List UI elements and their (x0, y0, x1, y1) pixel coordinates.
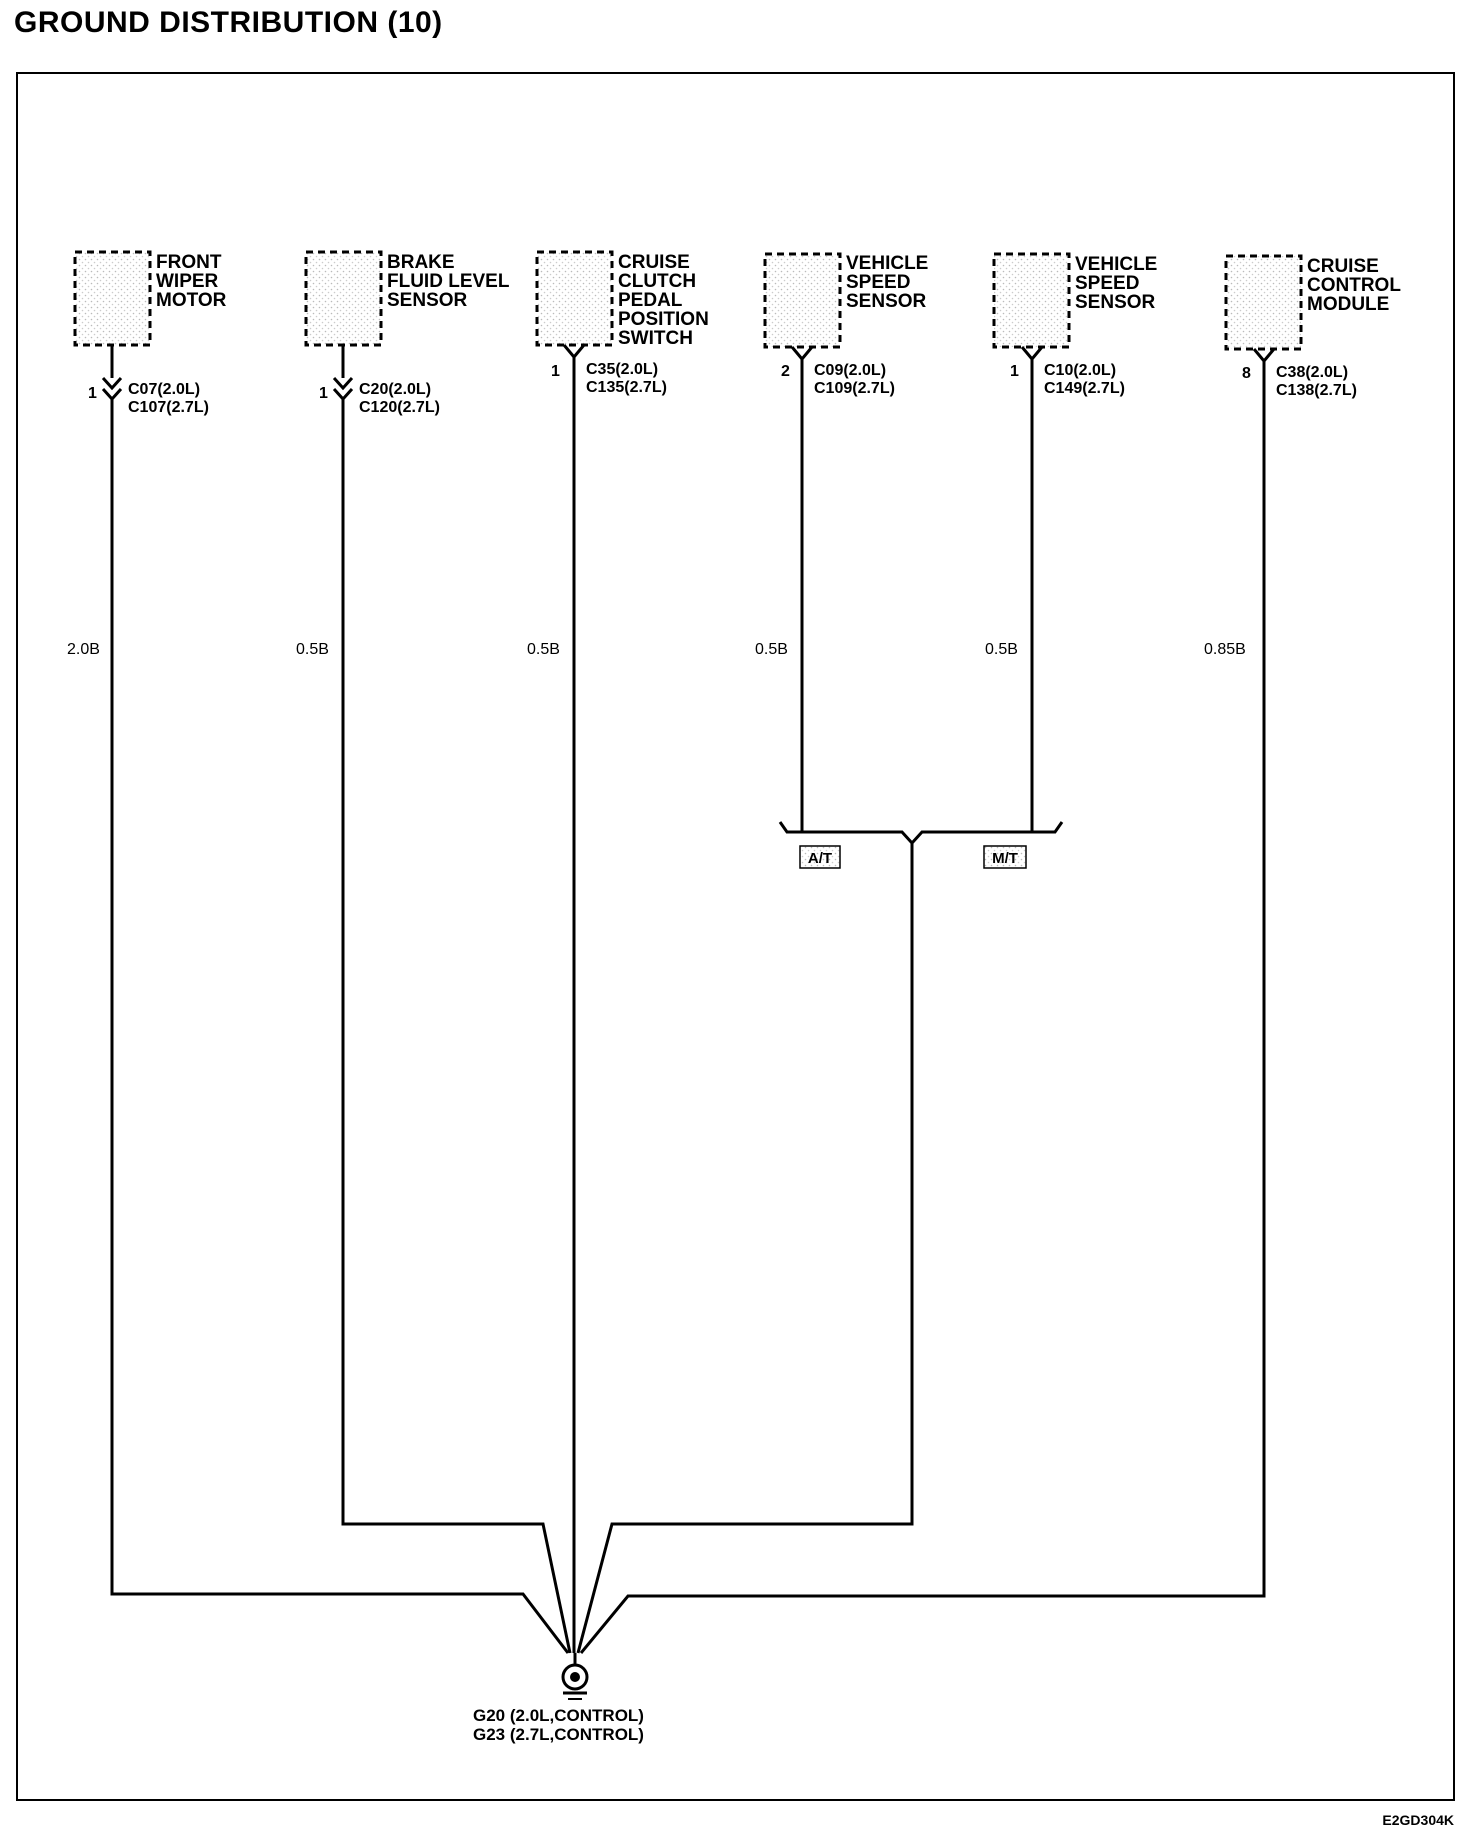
connector-label-brake-fluid-level-sensor: C20(2.0L) C120(2.7L) (359, 381, 440, 416)
pin-label-cruise-control-module: 8 (1242, 365, 1251, 382)
connector-label-cruise-clutch-pedal-position-switch: C35(2.0L) C135(2.7L) (586, 361, 667, 396)
component-label-front-wiper-motor: FRONT WIPER MOTOR (156, 252, 227, 311)
wire-label-vehicle-speed-sensor-mt: 0.5B (985, 641, 1018, 658)
connector-symbol-vehicle-speed-sensor-at (792, 347, 812, 359)
component-label-cruise-clutch-pedal-position-switch: CRUISE CLUTCH PEDAL POSITION SWITCH (618, 252, 709, 349)
wire-cruise-control-module (581, 361, 1264, 1653)
connector-label-front-wiper-motor: C07(2.0L) C107(2.7L) (128, 381, 209, 416)
component-box-front-wiper-motor (75, 252, 150, 345)
connector-symbol-vehicle-speed-sensor-mt (1022, 347, 1042, 359)
component-label-cruise-control-module: CRUISE CONTROL MODULE (1307, 256, 1401, 315)
pin-label-cruise-clutch-pedal-position-switch: 1 (551, 363, 560, 380)
component-label-vehicle-speed-sensor-at: VEHICLE SPEED SENSOR (846, 253, 929, 312)
wire-brake-fluid-level-sensor (343, 399, 570, 1653)
ground-label: G20 (2.0L,CONTROL) G23 (2.7L,CONTROL) (473, 1706, 644, 1744)
option-tag-at (800, 846, 840, 868)
component-label-vehicle-speed-sensor-mt: VEHICLE SPEED SENSOR (1075, 254, 1158, 313)
wire-option-common (578, 843, 912, 1653)
pin-label-vehicle-speed-sensor-mt: 1 (1010, 363, 1019, 380)
pin-label-front-wiper-motor: 1 (88, 385, 97, 402)
wire-label-cruise-clutch-pedal-position-switch: 0.5B (527, 641, 560, 658)
component-box-brake-fluid-level-sensor (306, 252, 381, 345)
svg-text:M/T: M/T (992, 850, 1018, 867)
pin-label-brake-fluid-level-sensor: 1 (319, 385, 328, 402)
component-box-cruise-clutch-pedal-position-switch (537, 252, 612, 345)
option-tag-mt (984, 846, 1026, 868)
wire-label-vehicle-speed-sensor-at: 0.5B (755, 641, 788, 658)
ground-icon (563, 1653, 587, 1699)
wire-front-wiper-motor (112, 399, 568, 1653)
connector-symbol-cruise-clutch-pedal-position-switch (564, 345, 584, 357)
pin-label-vehicle-speed-sensor-at: 2 (781, 363, 790, 380)
connector-label-vehicle-speed-sensor-at: C09(2.0L) C109(2.7L) (814, 362, 895, 397)
page-title: GROUND DISTRIBUTION (10) (14, 6, 443, 39)
document-code: E2GD304K (1382, 1812, 1454, 1828)
component-box-vehicle-speed-sensor-mt (994, 254, 1069, 347)
svg-text:A/T: A/T (807, 850, 833, 867)
component-box-cruise-control-module (1226, 256, 1301, 349)
connector-label-cruise-control-module: C38(2.0L) C138(2.7L) (1276, 364, 1357, 399)
connector-label-vehicle-speed-sensor-mt: C10(2.0L) C149(2.7L) (1044, 362, 1125, 397)
connector-symbol-front-wiper-motor (103, 345, 121, 399)
wire-option-splice (780, 822, 1062, 843)
component-box-vehicle-speed-sensor-at (765, 254, 840, 347)
wire-label-brake-fluid-level-sensor: 0.5B (296, 641, 329, 658)
wire-label-front-wiper-motor: 2.0B (67, 641, 100, 658)
wire-label-cruise-control-module: 0.85B (1204, 641, 1246, 658)
component-label-brake-fluid-level-sensor: BRAKE FLUID LEVEL SENSOR (387, 252, 510, 311)
connector-symbol-brake-fluid-level-sensor (334, 345, 352, 399)
connector-symbol-cruise-control-module (1254, 349, 1274, 361)
